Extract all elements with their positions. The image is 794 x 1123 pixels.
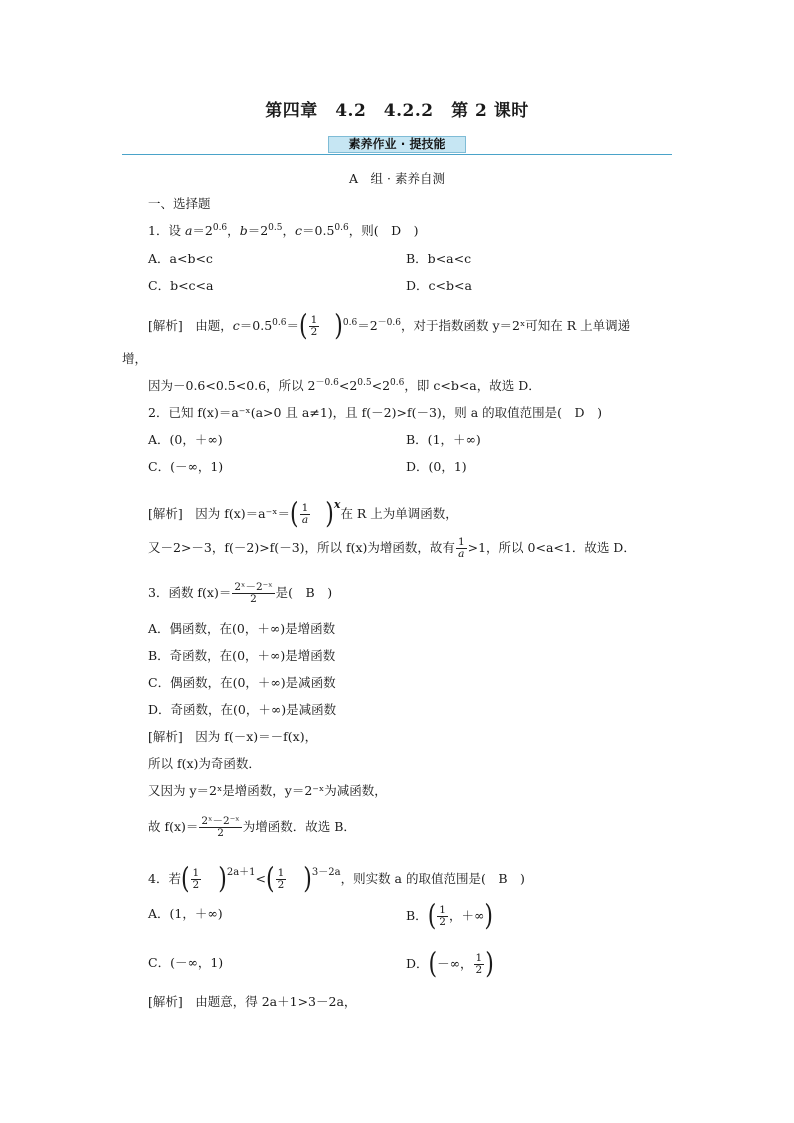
question-3-stem: 3．函数 f(x)＝ $\frac{\text{2ˣ－2⁻ˣ}}{2}$ 是( B )	[148, 581, 333, 605]
q3-solution-line-4: 故 f(x)＝ $\frac{\text{2ˣ－2⁻ˣ}}{2}$ 为增函数．故选 B．	[148, 815, 356, 839]
q4-option-b: B．( $\frac{1}{2}$ ，＋∞)	[406, 899, 493, 933]
q4-option-c: C．(－∞，1)	[148, 955, 224, 970]
fraction-half: $\frac{1}{2}$	[475, 952, 483, 976]
q2-solution-line-2: 又－2>－3，f(－2)>f(－3)，所以 f(x)为增函数，故有 $\frac{1}{a}$ >1，所以 0<a<1．故选 D．	[148, 536, 636, 560]
question-2-stem: 2．已知 f(x)＝a⁻ˣ(a>0 且 a≠1)，且 f(－2)>f(－3)，则 a 的取值范围是( D )	[148, 405, 602, 420]
q3-solution-line-1: [解析] 因为 f(－x)＝－f(x)，	[148, 729, 318, 744]
q3-solution-line-2: 所以 f(x)为奇函数．	[148, 756, 261, 771]
fraction-half: $\frac{1}{2}$	[439, 904, 446, 928]
q1-option-d: D．c<b<a	[406, 278, 472, 293]
q1-solution-line-2: 增，	[122, 351, 148, 366]
q1-option-c: C．b<c<a	[148, 278, 214, 293]
q3-option-a: A．偶函数，在(0，＋∞)是增函数	[148, 621, 336, 636]
q2-option-d: D．(0，1)	[406, 459, 467, 474]
q4-option-a: A．(1，＋∞)	[148, 906, 223, 921]
q4-option-d: D．(－∞， $\frac{1}{2}$ )	[406, 947, 494, 981]
fraction-half: $\frac{1}{2}$	[310, 314, 318, 338]
question-4-stem: 4．若( $\frac{1}{2}$ )$^{2a+1}$<( $\frac{1}{2}$ )$^{3-2a}$，则实数 a 的取值范围是( B )	[148, 862, 525, 896]
q4-solution-line-1: [解析] 由题意，得 2a＋1>3－2a，	[148, 994, 357, 1009]
q1-solution-line-1: [解析] 由题，$c=0.5^{0.6}=$( $\frac{1}{2}$ )$^{0.6}=2^{-0.6}$，对于指数函数 y＝2ˣ可知在 R 上单调递	[148, 309, 631, 343]
fraction-half: $\frac{1}{2}$	[192, 867, 200, 891]
q1-option-b: B．b<a<c	[406, 251, 472, 266]
q3-option-b: B．奇函数，在(0，＋∞)是增函数	[148, 648, 336, 663]
banner-label: 素养作业 · 提技能	[328, 136, 466, 153]
q2-solution-line-1: [解析] 因为 f(x)＝a⁻ˣ＝( $\frac{1}{a}$ )x在 R 上为单调函数，	[148, 497, 458, 531]
q2-option-c: C．(－∞，1)	[148, 459, 224, 474]
question-1-stem: 1．设 $a=2^{0.6}$，$b=2^{0.5}$，$c=0.5^{0.6}$，则( D )	[148, 222, 419, 238]
fraction-half: $\frac{1}{2}$	[277, 867, 285, 891]
fraction-expression: $\frac{\text{2ˣ－2⁻ˣ}}{2}$	[201, 815, 240, 839]
q1-solution-line-3: 因为－0.6<0.5<0.6，所以 $2^{-0.6}<2^{0.5}<2^{0.6}$，即 c<b<a，故选 D．	[148, 377, 541, 393]
q3-solution-line-3: 又因为 y＝2ˣ是增函数，y＝2⁻ˣ为减函数，	[148, 783, 387, 798]
section-banner	[122, 134, 672, 158]
fraction-expression: $\frac{\text{2ˣ－2⁻ˣ}}{2}$	[234, 581, 273, 605]
fraction-one-over-a: $\frac{1}{a}$	[301, 502, 309, 526]
q1-option-a: A．a<b<c	[148, 251, 213, 266]
group-heading: A 组 · 素养自测	[349, 171, 445, 186]
q3-option-d: D．奇函数，在(0，＋∞)是减函数	[148, 702, 337, 717]
q2-option-a: A．(0，＋∞)	[148, 432, 223, 447]
banner-rule	[122, 154, 672, 155]
fraction-one-over-a: $\frac{1}{a}$	[457, 536, 465, 560]
q3-option-c: C．偶函数，在(0，＋∞)是减函数	[148, 675, 336, 690]
section-heading: 一、选择题	[148, 196, 211, 211]
page-title: 第四章 4.2 4.2.2 第 2 课时	[265, 101, 529, 121]
q2-option-b: B．(1，＋∞)	[406, 432, 481, 447]
